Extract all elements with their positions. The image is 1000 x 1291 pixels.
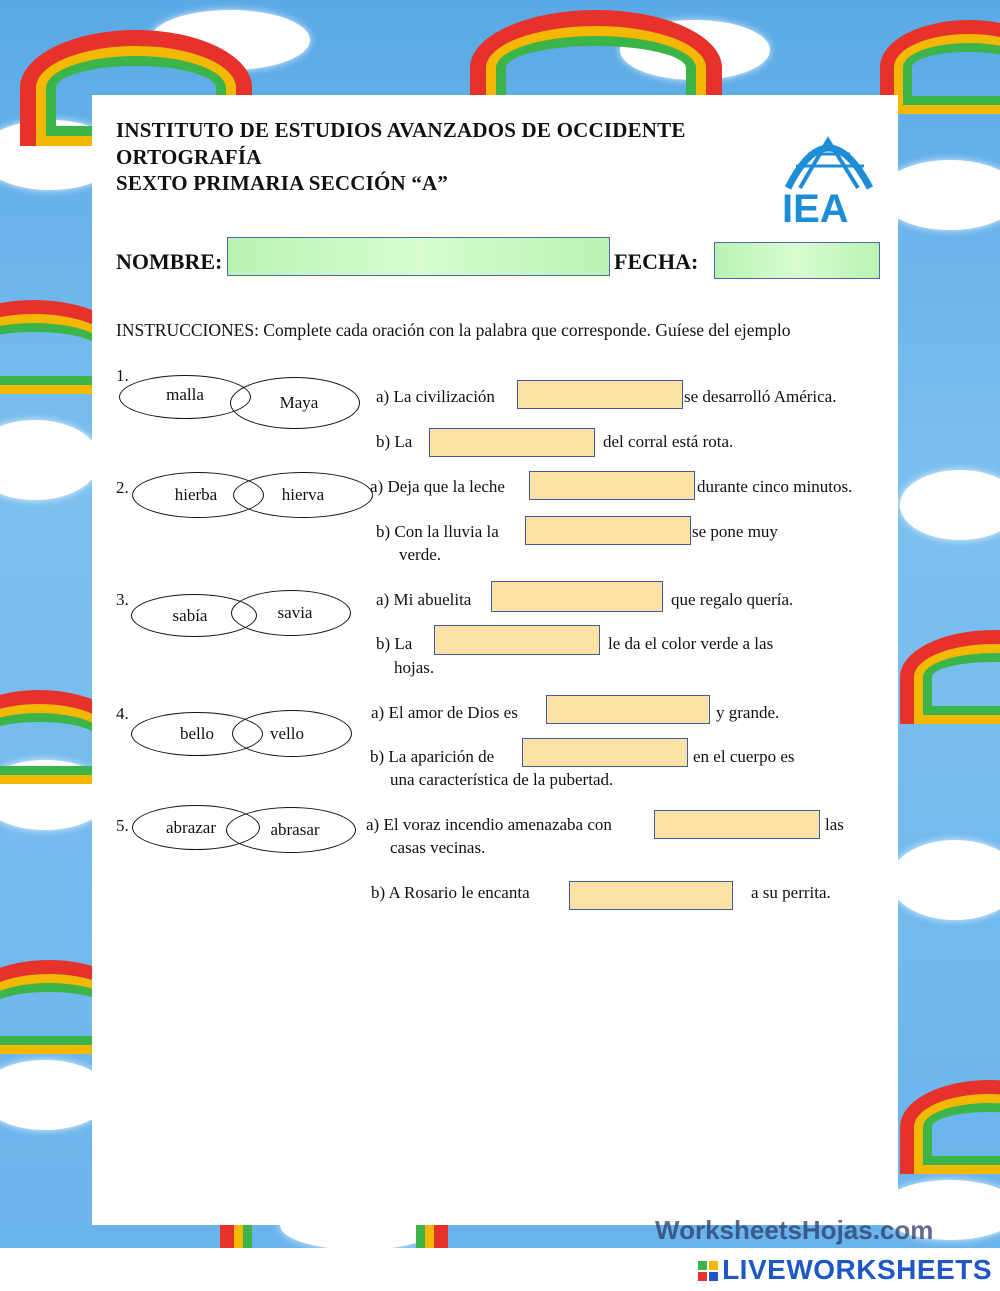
answer-blank[interactable] bbox=[517, 380, 683, 409]
option-oval[interactable]: abrazar bbox=[132, 805, 260, 850]
sentence-text: le da el color verde a las bbox=[608, 634, 774, 653]
option-oval[interactable]: hierva bbox=[233, 472, 373, 518]
logo-text: IEA bbox=[782, 187, 849, 228]
answer-blank[interactable] bbox=[529, 471, 695, 500]
sentence-text: durante cinco minutos. bbox=[697, 477, 853, 496]
name-input[interactable] bbox=[227, 237, 610, 276]
answer-blank[interactable] bbox=[569, 881, 733, 910]
sentence-text: una característica de la pubertad. bbox=[390, 770, 614, 789]
sentence-text: a) La civilización bbox=[376, 387, 495, 406]
brand-logo[interactable]: LIVEWORKSHEETS bbox=[722, 1254, 992, 1285]
sentence-text: b) La bbox=[376, 634, 413, 653]
sentence-text: casas vecinas. bbox=[390, 838, 486, 857]
school-logo bbox=[778, 118, 880, 228]
answer-blank[interactable] bbox=[491, 581, 663, 612]
sentence-text: b) La bbox=[376, 432, 413, 451]
grade-section: SEXTO PRIMARIA SECCIÓN “A” bbox=[116, 171, 449, 195]
sentence-text: se pone muy bbox=[692, 522, 778, 541]
item-number: 2. bbox=[116, 478, 129, 497]
option-oval[interactable]: hierba bbox=[132, 472, 264, 518]
sentence-text: a) Mi abuelita bbox=[376, 590, 472, 609]
item-number: 5. bbox=[116, 816, 129, 835]
option-oval[interactable]: vello bbox=[232, 710, 352, 757]
sentence-text: las bbox=[825, 815, 844, 834]
sentence-text: a) El voraz incendio amenazaba con bbox=[366, 815, 612, 834]
option-oval[interactable]: abrasar bbox=[226, 807, 356, 853]
sentence-text: b) La aparición de bbox=[370, 747, 495, 766]
answer-blank[interactable] bbox=[525, 516, 691, 545]
answer-blank[interactable] bbox=[522, 738, 688, 767]
sentence-text: hojas. bbox=[394, 658, 435, 677]
sentence-text: verde. bbox=[399, 545, 442, 564]
option-oval[interactable]: malla bbox=[119, 375, 251, 419]
watermark: WorksheetsHojas.com bbox=[655, 1215, 934, 1245]
sentence-text: b) A Rosario le encanta bbox=[371, 883, 530, 902]
sentence-text: en el cuerpo es bbox=[693, 747, 795, 766]
footer-bar bbox=[0, 1248, 1000, 1291]
sentence-text: a) El amor de Dios es bbox=[371, 703, 518, 722]
subject-title: ORTOGRAFÍA bbox=[116, 145, 262, 169]
item-number: 3. bbox=[116, 590, 129, 609]
sentence-text: a) Deja que la leche bbox=[370, 477, 505, 496]
sentence-text: se desarrolló América. bbox=[684, 387, 837, 406]
date-label: FECHA: bbox=[614, 249, 699, 274]
option-oval[interactable]: savia bbox=[231, 590, 351, 636]
answer-blank[interactable] bbox=[429, 428, 595, 457]
brand-mark-icon bbox=[698, 1261, 718, 1281]
item-number: 1. bbox=[116, 366, 129, 385]
option-oval[interactable]: bello bbox=[131, 712, 263, 756]
answer-blank[interactable] bbox=[654, 810, 820, 839]
date-input[interactable] bbox=[714, 242, 880, 279]
name-label: NOMBRE: bbox=[116, 249, 223, 274]
sentence-text: del corral está rota. bbox=[603, 432, 734, 451]
instructions: INSTRUCCIONES: Complete cada oración con la palabra que corresponde. Guíese del ejemplo bbox=[116, 320, 791, 340]
option-oval[interactable]: Maya bbox=[230, 377, 360, 429]
sentence-text: que regalo quería. bbox=[671, 590, 794, 609]
sentence-text: a su perrita. bbox=[751, 883, 831, 902]
answer-blank[interactable] bbox=[546, 695, 710, 724]
option-oval[interactable]: sabía bbox=[131, 594, 257, 637]
sentence-text: b) Con la lluvia la bbox=[376, 522, 499, 541]
item-number: 4. bbox=[116, 704, 129, 723]
sentence-text: y grande. bbox=[716, 703, 780, 722]
school-name: INSTITUTO DE ESTUDIOS AVANZADOS DE OCCIDENTE bbox=[116, 118, 686, 142]
answer-blank[interactable] bbox=[434, 625, 600, 655]
